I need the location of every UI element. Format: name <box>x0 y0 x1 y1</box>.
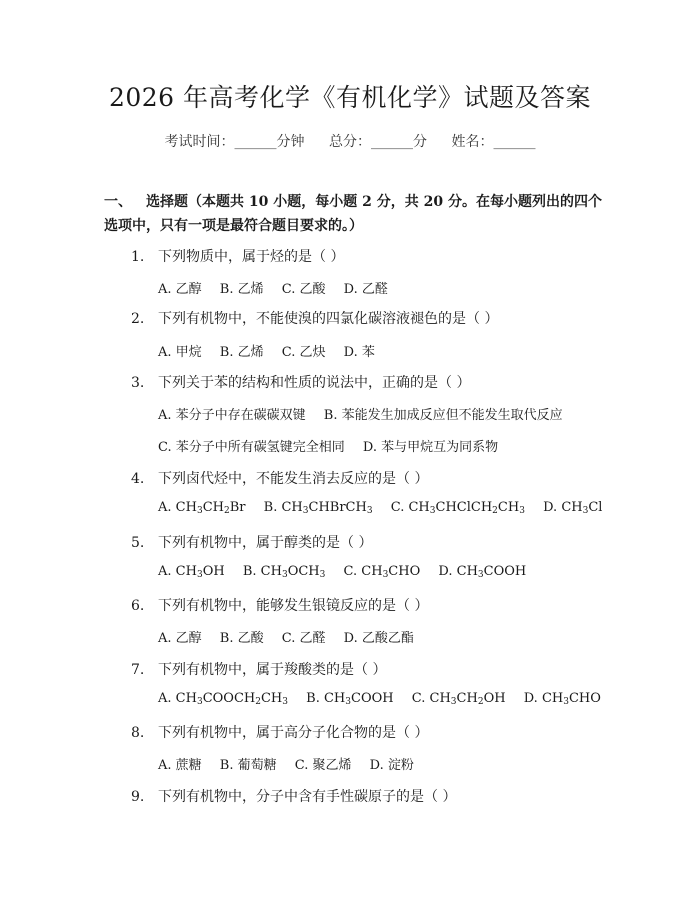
option-c: C. $CH_3CHClCH_2CH_3$ <box>390 500 525 516</box>
question-text: 下列有机物中，属于醇类的是（ ） <box>158 535 373 551</box>
question-2 <box>131 308 498 328</box>
question-number: 1. <box>131 249 145 265</box>
question-1-options <box>158 278 402 297</box>
question-2-options <box>158 341 389 360</box>
question-8 <box>131 722 428 742</box>
section-heading <box>104 190 604 238</box>
question-8-options <box>158 754 428 773</box>
question-text: 下列关于苯的结构和性质的说法中，正确的是（ ） <box>158 375 471 391</box>
question-7 <box>131 659 386 679</box>
option-b: B. 乙酸 <box>219 631 264 646</box>
question-3-options-row2 <box>158 436 512 455</box>
question-3-options-row1 <box>158 404 577 423</box>
option-a: A. $CH_3COOCH_2CH_3$ <box>158 691 288 707</box>
question-number: 6. <box>131 598 145 614</box>
option-d: D. 苯与甲烷互为同系物 <box>362 440 499 455</box>
exam-time: 考试时间：______分钟 <box>164 134 305 150</box>
option-d: D. 乙醛 <box>343 282 388 297</box>
question-text: 下列卤代烃中，不能发生消去反应的是（ ） <box>158 471 429 487</box>
option-c: C. $CH_3CH_2OH$ <box>411 691 506 707</box>
student-name: 姓名：______ <box>451 134 536 150</box>
option-d: D. $CH_3CHO$ <box>523 691 601 707</box>
option-a: A. 苯分子中存在碳碳双键 <box>158 408 306 423</box>
option-b: B. 乙烯 <box>219 282 264 297</box>
question-7-options <box>158 691 615 707</box>
option-c: C. 苯分子中所有碳氢键完全相同 <box>158 440 345 455</box>
option-a: A. 乙醇 <box>158 282 202 297</box>
total-score: 总分：______分 <box>329 134 427 150</box>
option-c: C. 聚乙烯 <box>294 758 352 773</box>
option-c: C. 乙醛 <box>281 631 326 646</box>
option-c: C. 乙炔 <box>281 345 326 360</box>
option-d: D. 淀粉 <box>369 758 414 773</box>
section-text: 选择题（本题共 10 小题，每小题 2 分，共 20 分。在每小题列出的四个选项中，只有一项是最符合题目要求的。） <box>104 194 602 234</box>
question-text: 下列有机物中，能够发生银镜反应的是（ ） <box>158 598 429 614</box>
question-6-options <box>158 627 428 646</box>
question-4 <box>131 468 428 488</box>
option-b: B. $CH_3OCH_3$ <box>242 564 326 580</box>
option-c: C. $CH_3CHO$ <box>343 564 421 580</box>
question-6 <box>131 595 428 615</box>
option-d: D. $CH_3Cl$ <box>543 500 603 516</box>
question-5 <box>131 532 372 552</box>
question-text: 下列有机物中，属于高分子化合物的是（ ） <box>158 725 429 741</box>
option-b: B. $CH_3COOH$ <box>306 691 394 707</box>
question-5-options <box>158 564 540 580</box>
option-d: D. $CH_3COOH$ <box>438 564 527 580</box>
question-text: 下列有机物中，不能使溴的四氯化碳溶液褪色的是（ ） <box>158 311 499 327</box>
question-number: 2. <box>131 311 145 327</box>
option-b: B. $CH_3CHBrCH_3$ <box>263 500 373 516</box>
question-9 <box>131 786 456 806</box>
option-b: B. 乙烯 <box>219 345 264 360</box>
question-text: 下列有机物中，属于羧酸类的是（ ） <box>158 662 387 678</box>
question-number: 3. <box>131 375 145 391</box>
question-text: 下列物质中，属于烃的是（ ） <box>158 249 345 265</box>
question-number: 4. <box>131 471 145 487</box>
option-b: B. 葡萄糖 <box>219 758 277 773</box>
option-a: A. $CH_3OH$ <box>158 564 225 580</box>
option-b: B. 苯能发生加成反应但不能发生取代反应 <box>323 408 563 423</box>
question-3 <box>131 372 470 392</box>
question-text: 下列有机物中，分子中含有手性碳原子的是（ ） <box>158 789 457 805</box>
option-a: A. 蔗糖 <box>158 758 202 773</box>
question-4-options <box>158 500 616 516</box>
question-number: 7. <box>131 662 145 678</box>
option-d: D. 乙酸乙酯 <box>343 631 414 646</box>
option-d: D. 苯 <box>343 345 375 360</box>
question-1 <box>131 246 344 266</box>
question-number: 8. <box>131 725 145 741</box>
page-title: 2026 年高考化学《有机化学》试题及答案 <box>108 83 592 112</box>
exam-info <box>0 131 700 151</box>
option-a: A. $CH_3CH_2Br$ <box>158 500 246 516</box>
option-a: A. 乙醇 <box>158 631 202 646</box>
question-number: 5. <box>131 535 145 551</box>
question-number: 9. <box>131 789 145 805</box>
option-a: A. 甲烷 <box>158 345 202 360</box>
section-number: 一、 <box>104 194 132 210</box>
option-c: C. 乙酸 <box>281 282 326 297</box>
